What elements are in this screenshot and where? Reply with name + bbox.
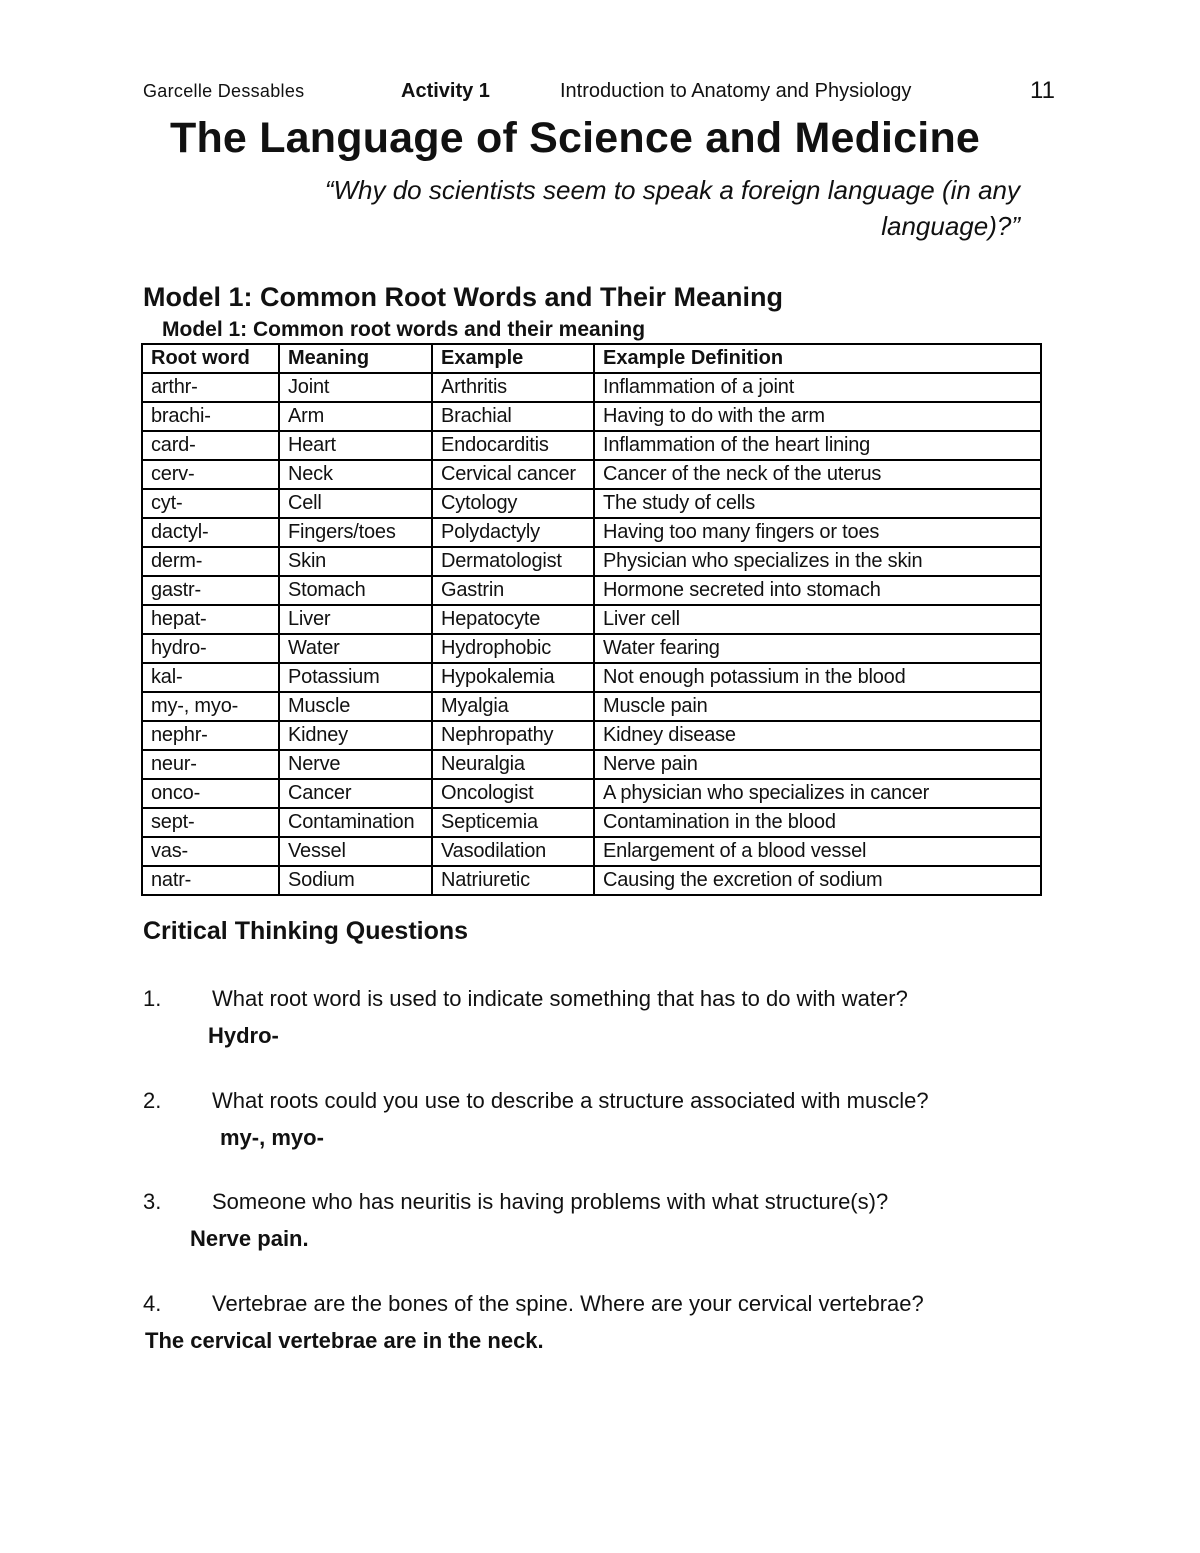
cell-example: Natriuretic [432,866,594,895]
table-row [142,373,1041,402]
document-title: The Language of Science and Medicine [170,114,981,162]
title-quote: “Why do scientists seem to speak a foreign language (in any language)?” [324,175,1020,241]
cell-root-word: nephr- [142,721,279,750]
question-answer: The cervical vertebrae are in the neck. [145,1328,544,1353]
cell-root-word: hepat- [142,605,279,634]
table-row [142,460,1041,489]
cell-meaning: Joint [279,373,432,402]
header-author: Garcelle Dessables [143,81,305,101]
cell-example-definition: Having to do with the arm [594,402,1041,431]
column-header-meaning: Meaning [279,344,432,373]
cell-meaning: Cell [279,489,432,518]
cell-meaning: Liver [279,605,432,634]
cell-example: Hypokalemia [432,663,594,692]
table-row [142,547,1041,576]
question-number: 3. [143,1189,162,1214]
cell-root-word: brachi- [142,402,279,431]
cell-example-definition: Liver cell [594,605,1041,634]
cell-meaning: Vessel [279,837,432,866]
cell-meaning: Sodium [279,866,432,895]
cell-example-definition: Inflammation of the heart lining [594,431,1041,460]
cell-meaning: Fingers/toes [279,518,432,547]
cell-meaning: Muscle [279,692,432,721]
model-heading: Model 1: Common Root Words and Their Meaning [143,282,783,312]
question-answer: Hydro- [208,1023,279,1048]
cell-example-definition: Hormone secreted into stomach [594,576,1041,605]
cell-root-word: cerv- [142,460,279,489]
cell-root-word: hydro- [142,634,279,663]
cell-meaning: Contamination [279,808,432,837]
cell-root-word: card- [142,431,279,460]
cell-example: Cytology [432,489,594,518]
table-row [142,837,1041,866]
question-text: What roots could you use to describe a structure associated with muscle? [212,1088,929,1113]
cell-root-word: sept- [142,808,279,837]
cell-example: Hepatocyte [432,605,594,634]
cell-root-word: gastr- [142,576,279,605]
cell-root-word: derm- [142,547,279,576]
table-header-row [142,344,1041,373]
cell-meaning: Neck [279,460,432,489]
table-row [142,634,1041,663]
question-text: Vertebrae are the bones of the spine. Where are your cervical vertebrae? [212,1291,924,1316]
table-row [142,721,1041,750]
table-row [142,489,1041,518]
cell-example: Polydactyly [432,518,594,547]
cell-example-definition: Cancer of the neck of the uterus [594,460,1041,489]
question-number: 2. [143,1088,162,1113]
cell-meaning: Potassium [279,663,432,692]
cell-meaning: Cancer [279,779,432,808]
cell-example: Vasodilation [432,837,594,866]
cell-meaning: Heart [279,431,432,460]
page-header [0,76,1200,106]
header-course: Introduction to Anatomy and Physiology [560,80,912,102]
cell-example: Cervical cancer [432,460,594,489]
table-row [142,808,1041,837]
cell-example-definition: Nerve pain [594,750,1041,779]
cell-example-definition: The study of cells [594,489,1041,518]
root-words-table [141,343,1042,896]
cell-example-definition: Inflammation of a joint [594,373,1041,402]
cell-example: Septicemia [432,808,594,837]
cell-meaning: Nerve [279,750,432,779]
table-header [142,344,1041,373]
cell-example-definition: Physician who specializes in the skin [594,547,1041,576]
cell-example-definition: Kidney disease [594,721,1041,750]
cell-example: Neuralgia [432,750,594,779]
cell-example-definition: Enlargement of a blood vessel [594,837,1041,866]
cell-meaning: Stomach [279,576,432,605]
question-text: Someone who has neuritis is having problems with what structure(s)? [212,1189,889,1214]
critical-thinking-heading: Critical Thinking Questions [143,917,469,945]
table-body [142,373,1041,895]
table-row [142,518,1041,547]
column-header-example: Example [432,344,594,373]
cell-example-definition: Not enough potassium in the blood [594,663,1041,692]
header-activity: Activity 1 [401,80,490,102]
cell-example: Oncologist [432,779,594,808]
question-answer: Nerve pain. [190,1226,309,1251]
cell-example: Hydrophobic [432,634,594,663]
cell-meaning: Skin [279,547,432,576]
cell-example: Dermatologist [432,547,594,576]
table-row [142,692,1041,721]
cell-meaning: Water [279,634,432,663]
table-row [142,866,1041,895]
question-number: 4. [143,1291,162,1316]
cell-root-word: onco- [142,779,279,808]
cell-example-definition: A physician who specializes in cancer [594,779,1041,808]
cell-example-definition: Having too many fingers or toes [594,518,1041,547]
cell-example: Gastrin [432,576,594,605]
question-number: 1. [143,986,162,1011]
cell-root-word: natr- [142,866,279,895]
cell-root-word: my-, myo- [142,692,279,721]
cell-example-definition: Water fearing [594,634,1041,663]
cell-root-word: vas- [142,837,279,866]
cell-example: Endocarditis [432,431,594,460]
cell-meaning: Kidney [279,721,432,750]
cell-root-word: dactyl- [142,518,279,547]
cell-root-word: arthr- [142,373,279,402]
column-header-root-word: Root word [142,344,279,373]
table-row [142,750,1041,779]
cell-example-definition: Contamination in the blood [594,808,1041,837]
cell-example-definition: Causing the excretion of sodium [594,866,1041,895]
cell-root-word: kal- [142,663,279,692]
table-caption: Model 1: Common root words and their meaning [162,318,646,341]
table-row [142,402,1041,431]
cell-root-word: cyt- [142,489,279,518]
table-row [142,779,1041,808]
table-row [142,576,1041,605]
header-page-number: 11 [1030,77,1055,104]
column-header-example-definition: Example Definition [594,344,1041,373]
table-row [142,663,1041,692]
cell-example-definition: Muscle pain [594,692,1041,721]
cell-example: Myalgia [432,692,594,721]
cell-root-word: neur- [142,750,279,779]
cell-example: Brachial [432,402,594,431]
question-text: What root word is used to indicate something that has to do with water? [212,986,908,1011]
cell-example: Nephropathy [432,721,594,750]
question-answer: my-, myo- [220,1125,324,1150]
table-row [142,431,1041,460]
cell-example: Arthritis [432,373,594,402]
cell-meaning: Arm [279,402,432,431]
table-row [142,605,1041,634]
